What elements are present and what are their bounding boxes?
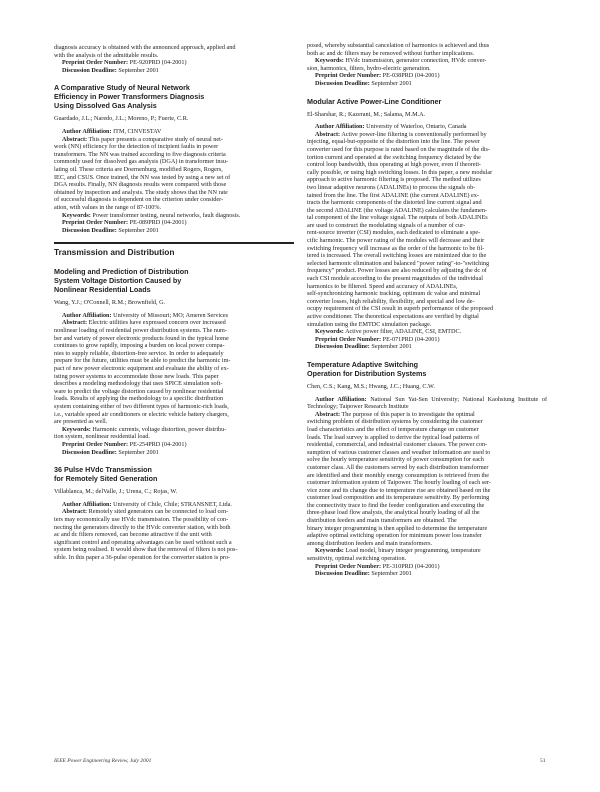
abstract-line: continues to grow rapidly, imposing a burden on local power compa- (54, 342, 225, 350)
abstract-line: two linear adaptive neurons (ADALINEs) to process the signals ob- (307, 183, 476, 191)
abstract-line: are identified and their monthly energy consumption is retrieved from the (307, 471, 490, 479)
abstract-line: solve the hourly temperature sensitivity of power consumption for each (307, 456, 484, 464)
abstract-line (307, 131, 547, 139)
title-line: System Voltage Distortion Caused by (54, 276, 182, 286)
page-number: 51 (540, 758, 546, 764)
order-number: PE-920PRD (04-2001) (129, 59, 187, 67)
abstract-line: ation, with values in the range of 87-100%. (54, 203, 162, 211)
abstract-line: the second ADALINE (the voltage ADALINE) calculates the fundamen- (307, 206, 488, 214)
order-number: PE-071PRD (04-2001) (382, 335, 440, 343)
abstract-line (54, 136, 294, 144)
abstract-line: prepare for the future, utilities must be able to predict the harmonic im- (54, 357, 231, 365)
abstract-line: vice zone and its change due to temperature rise are obtained based on the (307, 486, 491, 494)
preprint-order (307, 563, 547, 571)
abstract-line: tal component of the line voltage signal. The outputs of both ADALINEs (307, 214, 488, 222)
abstract-line: distribution feeders and main transformers are obtained. The (307, 517, 457, 525)
title-line: Nonlinear Residential Loads (54, 285, 151, 295)
order-number: PE-254PRD (04-2001) (129, 440, 187, 448)
author-affiliation (307, 396, 547, 411)
abstract-line: self-synchronizing harmonic tracking, optimum dc value and minimal (307, 290, 481, 298)
abstract-line: tered is increased. The overall switching losses are minimized due to the (307, 252, 487, 260)
article-authors: El-Sharshar, R.; Kazerani, M.; Salama, M.M.A. (307, 110, 426, 118)
deadline-value: September 2001 (371, 570, 412, 578)
order-number: PE-089PRD (04-2001) (129, 219, 187, 227)
abstract-line: are presented as well. (54, 418, 108, 426)
label: Abstract: (62, 319, 88, 327)
label: Keywords: (315, 57, 344, 65)
article (54, 267, 294, 456)
preprint-order (307, 336, 547, 344)
discussion-deadline (307, 570, 547, 578)
label: Discussion Deadline: (62, 448, 117, 456)
preprint-order (54, 59, 294, 67)
keywords-value: Active power filter, ADALINE, CSI, EMTDC. (345, 328, 462, 336)
abstract-line: necting the generators directly to the HVdc converter station, with both (54, 523, 231, 531)
abstract-line: frequency" product. Power losses are also reduced by adjusting the dc of (307, 267, 487, 275)
article (307, 97, 547, 351)
label: Abstract: (315, 410, 341, 418)
abstract-line: system containing either of two different types of harmonic-rich loads, (54, 403, 229, 410)
label: Keywords: (315, 547, 344, 555)
abstract-line: describes a modeling methodology that uses SPICE simulation soft- (54, 380, 223, 388)
label: Preprint Order Number: (315, 562, 382, 570)
article-authors: Guardado, J.L.; Naredo, J.L.; Moreno, P.; Fuerte, C.R. (54, 115, 189, 123)
title-line: Temperature Adaptive Switching (307, 359, 419, 369)
abstract-line: nies to supply reliable, distortion-free service. In order to adequately (54, 349, 224, 357)
abstract-text: The purpose of this paper is to investigate the optimal (341, 410, 475, 418)
abstract-line: tortion current and operated at the switching frequency dictated by the (307, 153, 481, 161)
abstract-line: work (NN) efficiency for the detection of incipient faults in power (54, 143, 219, 151)
journal-footer: IEEE Power Engineering Review, July 2001 (54, 758, 152, 764)
abstract-line: three-phase load flow analysis, the analytical hourly loading of all the (307, 509, 480, 517)
title-line: Modular Active Power-Line Conditioner (307, 96, 442, 106)
abstract-line: significant control and operating advantages can be used without such a (54, 538, 232, 546)
left-column (54, 44, 294, 562)
section-divider (54, 242, 294, 244)
abstract-line: system being realised. It would show that the removal of filters is not pos- (54, 546, 238, 554)
abstract-line: injecting, equal-but-opposite of the distortion into the line. The power (307, 138, 480, 146)
abstract-line: obtained by inspection and analysis. The study shows that the NN rate (54, 188, 228, 196)
order-number: PE-310PRD (04-2001) (382, 562, 440, 570)
label: Author Affiliation: (62, 500, 112, 508)
abstract-line: adaptive optimal switching operation for minimum power loss transfer (307, 532, 482, 540)
title-line: Operation for Distribution Systems (307, 368, 427, 378)
abstract-line: ware to predict the voltage distortion caused by nonlinear residential (54, 387, 224, 395)
abstract-text: Remotely sited generators can be connected to load cen- (88, 508, 229, 516)
abstract-line: switching frequency will increase as the order of the harmonic to be fil- (307, 244, 485, 252)
abstract-line: sible. In this paper a 36-pulse operation for the converter station is pro- (54, 553, 231, 561)
abstract-line: ocupy requirement of the CSI result in superb performance of the proposed (307, 305, 494, 313)
abstract-line: rent-source inverter (CSI) modules, each dedicated to eliminate a spe- (307, 229, 481, 237)
abstract-line: IEC, and CSUS. Once trained, the NN was tested by using a new set of (54, 173, 231, 181)
article-title (54, 267, 294, 294)
deadline-value: September 2001 (371, 79, 412, 87)
order-number: PE-038PRD (04-2001) (382, 72, 440, 80)
abstract-line (54, 508, 294, 516)
affiliation-value: University of Missouri; MO; Ameren Services (113, 311, 229, 319)
label: Abstract: (315, 130, 341, 138)
abstract-line: nonlinear loading of residential power distribution systems. The num- (54, 327, 227, 335)
abstract-line: pact of new power electronic equipment and evaluate the ability of ex- (54, 365, 229, 373)
label: Author Affiliation: (315, 123, 365, 131)
abstract-line: are used to construct the modulating signals of a number of cur- (307, 221, 466, 229)
affiliation-value: University of Chile, Chile; STRANSNET, Ltda. (113, 500, 232, 508)
keywords (307, 547, 547, 555)
abstract-line: of successful diagnosis is dependent on the criterion under consider- (54, 196, 224, 204)
abstract-line: selected harmonic elimination and balanced "power rating"-to-"switching (307, 259, 490, 267)
abstract-line: transformers. The NN was trained according to five diagnosis criteria (54, 150, 226, 158)
preprint-order (54, 219, 294, 227)
keywords-value: Power transformer testing, neural networks, fault diagnosis. (92, 211, 241, 219)
affiliation-value: National Sun Yat-Sen University; National Kaohsiung Institute of Technology; Taipower Research Institute (307, 395, 548, 411)
author-affiliation (54, 128, 294, 136)
affiliation-value: ITM, CINVESTAV (113, 127, 162, 135)
abstract-line: ac and dc filters removed, can become attractive if the unit with (54, 531, 212, 539)
keywords (54, 212, 294, 220)
article-title (307, 360, 547, 378)
deadline-value: September 2001 (118, 448, 159, 456)
deadline-value: September 2001 (118, 226, 159, 234)
abstract-line (54, 319, 294, 327)
label: Keywords: (62, 211, 91, 219)
abstract-line: tracts the harmonic components of the distorted line current signal and (307, 199, 482, 207)
label: Preprint Order Number: (62, 59, 129, 67)
article-title (307, 97, 547, 106)
label: Preprint Order Number: (315, 335, 382, 343)
fragment-line: posed, whereby substantial cancelation of harmonics is achieved and thus (307, 42, 490, 49)
keywords-value: Harmonic currents, voltage distortion, power distribu- (92, 425, 227, 433)
title-line: for Remotely Sited Generation (54, 474, 158, 484)
abstract-line: approach to active harmonic filtering is proposed. The method utilizes (307, 176, 481, 184)
article-title (54, 83, 294, 110)
title-line: Modeling and Prediction of Distribution (54, 267, 189, 277)
label: Preprint Order Number: (62, 440, 129, 448)
abstract-line: commonly used for dissolved gas analysis (DGA) in transformer insu- (54, 158, 229, 166)
title-line: Using Dissolved Gas Analysis (54, 101, 157, 111)
label: Author Affiliation: (62, 311, 112, 319)
abstract-line: converter used for this purpose is rated based on the magnitude of the dis- (307, 145, 490, 153)
keywords (307, 328, 547, 336)
abstract-line: simulation using the EMTDC simulation package. (307, 320, 432, 328)
discussion-deadline (54, 449, 294, 457)
keywords-value: HVdc transmission, generator connection, HVdc conver- (345, 57, 487, 65)
abstract-line: binary integer programming is then applied to determine the temperature (307, 524, 488, 532)
affiliation-value: University of Waterloo, Ontario, Canada (366, 123, 467, 131)
label: Abstract: (62, 508, 88, 516)
deadline-value: September 2001 (371, 343, 412, 351)
abstract-text: This paper presents a comparative study of neural net- (88, 135, 223, 143)
author-affiliation (307, 123, 547, 131)
article-authors: Wang, Y.J.; O'Connell, R.M.; Brownfield, G. (54, 299, 166, 307)
title-line: Efficiency in Power Transformers Diagnosis (54, 92, 205, 102)
keywords-value: Load model, binary integer programming, temperature (345, 547, 481, 555)
abstract-line: harmonics to be filtered. Speed and accuracy of ADALINEs, (307, 282, 458, 290)
article-authors: Chen, C.S.; Kang, M.S.; Hwang, J.C.; Huang, C.W. (307, 382, 435, 390)
label: Preprint Order Number: (315, 72, 382, 80)
article-title (54, 465, 294, 483)
abstract-text: Active power-line filtering is conventionally performed by (341, 130, 487, 138)
label: Preprint Order Number: (62, 219, 129, 227)
abstract-line: lating oil. These criteria are Doernenburg, modified Rogers, Rogers, (54, 165, 223, 173)
abstract-line: control loop bandwidth, thus operating at high power, even if theoreti- (307, 161, 481, 169)
discussion-deadline (54, 227, 294, 235)
label: Discussion Deadline: (62, 66, 117, 74)
fragment-line: both ac and dc filters may be removed without further implications. (307, 49, 475, 57)
article (307, 360, 547, 578)
discussion-deadline (307, 343, 547, 351)
title-line: 36 Pulse HVdc Transmission (54, 465, 152, 475)
abstract-line: customer load composition and its temperature sensitivity. By performing (307, 494, 490, 502)
author-affiliation (54, 312, 294, 320)
label: Discussion Deadline: (315, 570, 370, 578)
abstract-line: cific harmonic. The power rating of the modules will decrease and their (307, 237, 485, 245)
keywords (54, 426, 294, 434)
abstract-line: each CSI module according to the present magnitudes of the individual (307, 275, 483, 283)
abstract-line: loads. The load survey is applied to derive the typical load patterns of (307, 433, 480, 441)
abstract-line: DGA results. Finally, NN diagnosis results were compared with those (54, 181, 227, 189)
abstract-line (307, 411, 547, 419)
abstract-text: Electric utilities have expressed concern over increased (88, 319, 226, 327)
fragment-line: diagnosis accuracy is obtained with the announced approach, applied and (54, 44, 236, 51)
abstract-line: active conditioner. The theoretical expectations are verified by digital (307, 313, 479, 320)
label: Discussion Deadline: (62, 226, 117, 234)
abstract-line: loads. Results of applying the methodology to a specific distribution (54, 395, 224, 403)
abstract-line: residential, commercial, and industrial customer classes. The power con- (307, 441, 488, 449)
deadline-value: September 2001 (118, 66, 159, 74)
article (54, 465, 294, 561)
right-column (307, 42, 547, 578)
abstract-line: customer information system of Taipower. The hourly loading of each ser- (307, 479, 491, 487)
discussion-deadline (307, 80, 547, 88)
fragment-line: with the analysis of the admittable results. (54, 51, 159, 59)
label: Keywords: (315, 328, 344, 336)
abstract-line: isting power systems to accommodate those new loads. This paper (54, 372, 219, 380)
article-authors: Villablanca, M.; delValle, J.; Urena, C.; Rojas, W. (54, 488, 178, 496)
keywords-cont: sensitivity, optimal switching operation. (307, 555, 407, 563)
label: Keywords: (62, 425, 91, 433)
section-title: Transmission and Distribution (54, 247, 175, 258)
discussion-deadline (54, 67, 294, 75)
abstract-line: tained from the line. The first ADALINE (the current ADALINE) ex- (307, 191, 479, 199)
label: Author Affiliation: (315, 395, 367, 403)
abstract-line: i.e., variable speed air conditioners or electric vehicle battery chargers, (54, 410, 229, 418)
preprint-order (307, 72, 547, 80)
label: Author Affiliation: (62, 127, 112, 135)
article (54, 83, 294, 234)
abstract-line: sumption of various customer classes and weather information are used to (307, 448, 491, 456)
abstract-line: ber and variety of power electronic products found in the typical home (54, 334, 229, 342)
label: Discussion Deadline: (315, 343, 370, 351)
abstract-line: among distribution feeders and main transformers. (307, 539, 433, 547)
label: Discussion Deadline: (315, 79, 370, 87)
abstract-line: switching problem of distribution systems by considering the customer (307, 418, 483, 426)
abstract-line: ters may economically use HVdc transmission. The possibility of con- (54, 515, 229, 523)
abstract-line: converter losses, high reliability, flexibility, and special and low de- (307, 297, 475, 305)
keywords-cont: sion, harmonics, filters, hydro-electric generation. (307, 64, 431, 72)
preprint-order (54, 441, 294, 449)
keywords (307, 57, 547, 65)
keywords-cont: tion system, nonlinear residential load. (54, 433, 150, 441)
abstract-line: customer class. All the customers served by each distribution transformer (307, 463, 489, 471)
title-line: A Comparative Study of Neural Network (54, 83, 190, 93)
abstract-line: load characteristics and the effect of temperature change on customer (307, 425, 479, 433)
abstract-line: cally possible, or using high switching losses. In this paper, a new modular (307, 168, 493, 176)
abstract-line: the connectivity trace to find the feeder configuration and executing the (307, 501, 485, 509)
label: Abstract: (62, 135, 88, 143)
author-affiliation (54, 501, 294, 509)
